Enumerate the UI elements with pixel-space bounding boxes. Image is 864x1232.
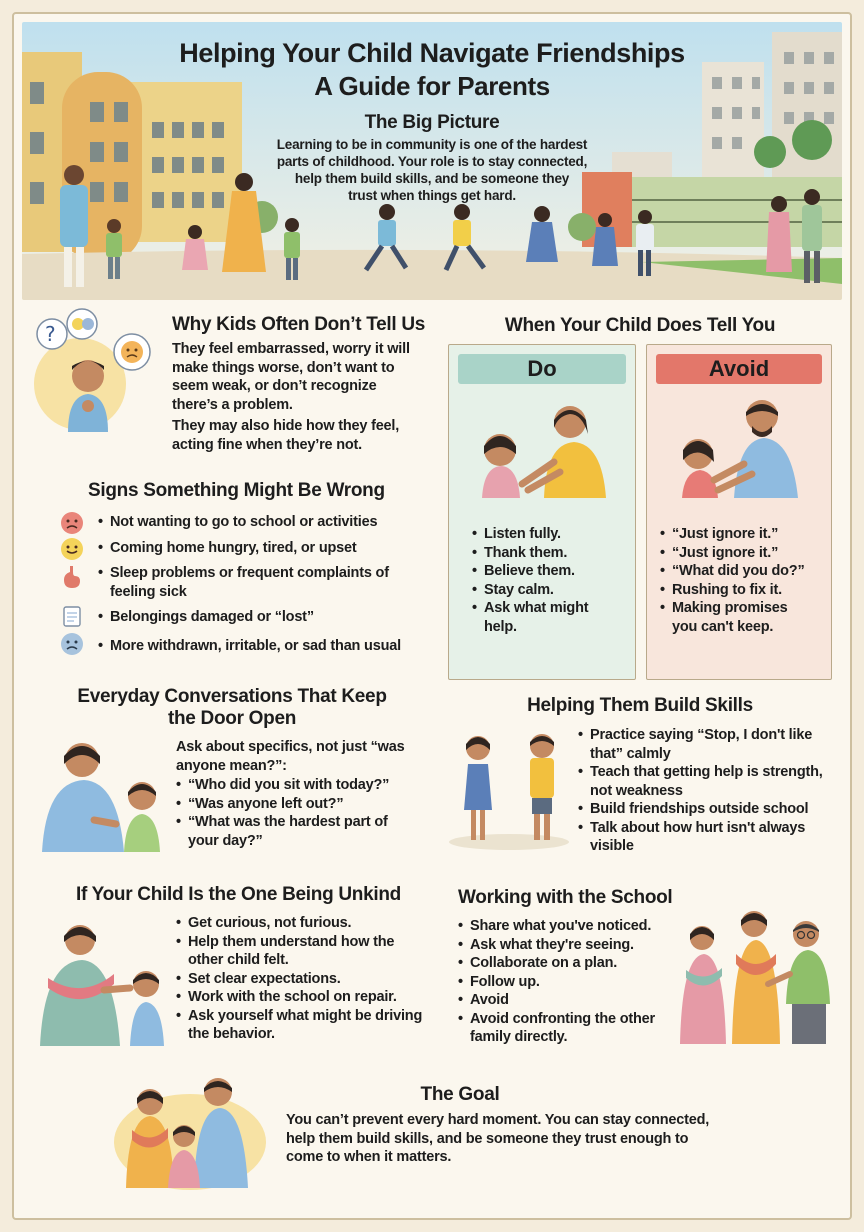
signs-list (98, 513, 428, 655)
signs-item: • Belongings damaged or “lost” (98, 608, 428, 627)
unkind-item: • Ask yourself what might be driving (176, 1007, 438, 1026)
school-item: • Follow up. (458, 973, 678, 992)
do-item: • Believe them. (472, 562, 632, 581)
conversations-intro: Ask about specifics, not just “was anyone mean?”: (176, 739, 405, 774)
big-picture-text: Learning to be in community is one of the hardest parts of childhood. Your role is to stay connected, help them build skills, and be someone they trust when things get hard. (276, 137, 588, 203)
signs-item-continued: feeling sick (110, 583, 187, 600)
family-illustration (110, 1072, 270, 1190)
school-item: family directly. (470, 1029, 568, 1045)
skills-item: that” calmly (590, 745, 671, 762)
signs-heading: Signs Something Might Be Wrong (88, 480, 385, 501)
conversations-heading: Everyday Conversations That Keep the Door Open (77, 686, 387, 729)
notebook-icon (60, 604, 84, 633)
big-picture-heading: The Big Picture (364, 112, 500, 133)
parent-talking-to-child-illustration (38, 734, 170, 854)
avoid-item: • “Just ignore it.” (660, 525, 830, 544)
school-item: • Avoid (458, 991, 678, 1010)
avoid-item: • Making promises (660, 599, 830, 618)
worried-child-illustration (30, 306, 168, 436)
do-item: • Stay calm. (472, 581, 632, 600)
avoid-list (660, 525, 830, 636)
parents-with-teacher-illustration (676, 904, 834, 1054)
do-list (472, 525, 632, 636)
skills-item: • Practice saying “Stop, I don't like (578, 726, 834, 745)
poster-title-line2: A Guide for Parents (314, 71, 550, 101)
conversation-question: • “What was the hardest part of (176, 813, 436, 832)
mother-comforting-child-illustration (470, 392, 620, 502)
why-kids-text: They feel embarrassed, worry it will make things worse, don’t want to seem weak, or don’t recognize there’s a problem. They may also hide how they feel, acting fine when they’re not. (172, 341, 410, 453)
svg-text:?: ? (45, 322, 56, 346)
avoid-item: • “What did you do?” (660, 562, 830, 581)
skills-item: visible (590, 838, 634, 854)
unkind-item: • Set clear expectations. (176, 970, 438, 989)
why-kids-heading: Why Kids Often Don’t Tell Us (172, 314, 426, 335)
do-item: • Ask what might (472, 599, 632, 618)
school-item: • Ask what they're seeing. (458, 936, 678, 955)
skills-item: • Teach that getting help is strength, (578, 763, 834, 782)
skills-item: • Build friendships outside school (578, 800, 834, 819)
avoid-item: • “Just ignore it.” (660, 544, 830, 563)
do-item: • Thank them. (472, 544, 632, 563)
unkind-list (176, 914, 438, 1044)
school-heading: Working with the School (458, 887, 673, 908)
signs-item: • Coming home hungry, tired, or upset (98, 539, 428, 558)
signs-item: • Sleep problems or frequent complaints of (98, 564, 428, 583)
school-item: • Avoid confronting the other (458, 1010, 678, 1029)
conversation-question: • “Was anyone left out?” (176, 795, 436, 814)
skills-list (578, 726, 834, 856)
unkind-item: the behavior. (188, 1026, 275, 1042)
unkind-item: • Get curious, not furious. (176, 914, 438, 933)
unkind-item: • Work with the school on repair. (176, 988, 438, 1007)
do-item: help. (484, 618, 517, 635)
goal-text: You can’t prevent every hard moment. You can stay connected, help them build skills, and be someone they trust enough to come to when it matters. (286, 1112, 710, 1165)
signs-item: • More withdrawn, irritable, or sad than usual (98, 637, 428, 656)
mother-guiding-child-illustration (34, 918, 174, 1048)
when-tell-heading: When Your Child Does Tell You (504, 315, 776, 336)
stomach-icon (60, 564, 84, 595)
sad-face-icon (60, 511, 84, 540)
school-item: • Share what you've noticed. (458, 917, 678, 936)
unkind-item: other child felt. (188, 952, 289, 968)
children-practicing-illustration (444, 724, 574, 854)
conversation-question: • “Who did you sit with today?” (176, 776, 436, 795)
avoid-item: • Rushing to fix it. (660, 581, 830, 600)
smiley-face-icon (60, 537, 84, 566)
signs-item: • Not wanting to go to school or activities (98, 513, 428, 532)
school-item: • Collaborate on a plan. (458, 954, 678, 973)
school-list (458, 917, 678, 1047)
avoid-item: you can't keep. (672, 618, 774, 635)
father-comforting-child-illustration (672, 392, 822, 502)
sad-face-icon (60, 632, 84, 661)
skills-heading: Helping Them Build Skills (527, 695, 753, 716)
do-item: • Listen fully. (472, 525, 632, 544)
goal-heading: The Goal (420, 1084, 500, 1105)
skills-item: • Talk about how hurt isn't always (578, 819, 834, 838)
do-label: Do (458, 354, 626, 384)
avoid-label: Avoid (656, 354, 822, 384)
conversation-question: your day?” (188, 832, 263, 849)
conversations-list (176, 776, 436, 850)
poster-title-line1: Helping Your Child Navigate Friendships (179, 38, 685, 68)
skills-item: not weakness (590, 782, 683, 799)
unkind-heading: If Your Child Is the One Being Unkind (76, 884, 401, 905)
unkind-item: • Help them understand how the (176, 933, 438, 952)
